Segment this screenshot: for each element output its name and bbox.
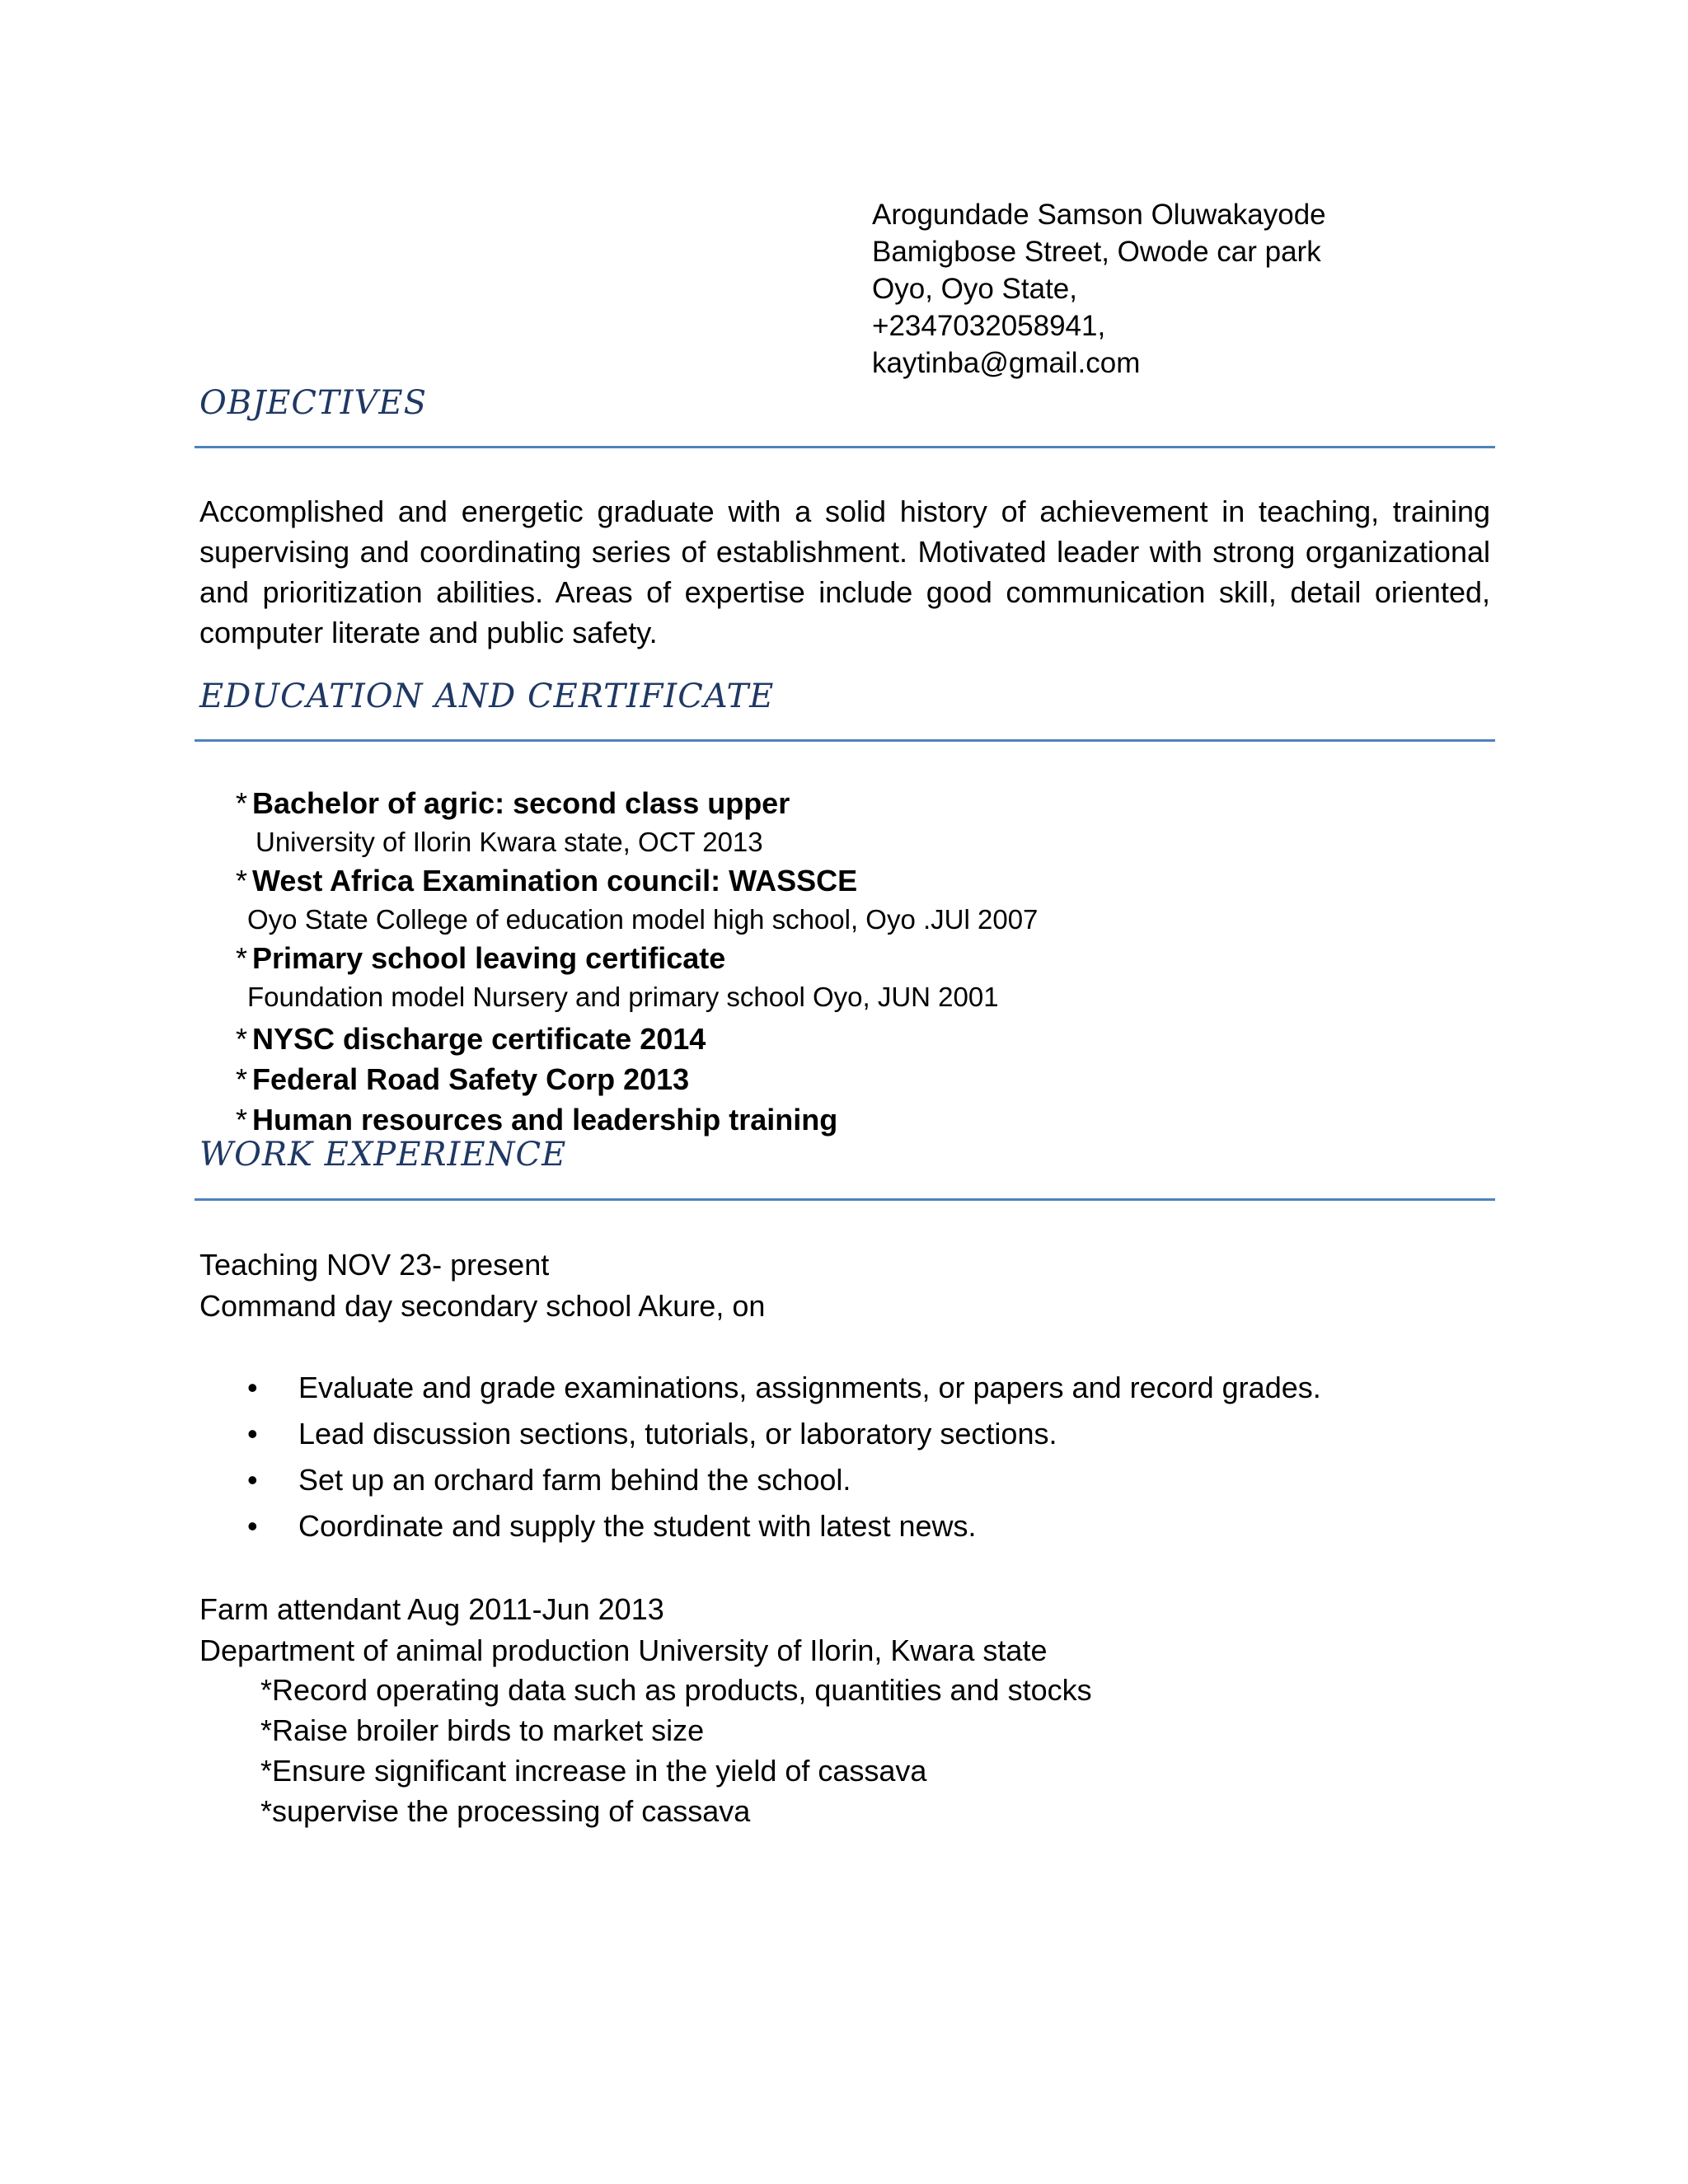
education-detail: Oyo State College of education model high school, Oyo .JUl 2007 [247,904,1039,935]
job-header [199,1244,1485,1327]
education-item [236,785,1472,862]
list-item [247,1503,1321,1549]
education-title: West Africa Examination council: WASSCE [252,864,858,898]
job-duties-list [260,1670,1092,1831]
list-star: * [236,941,248,975]
list-item [247,1411,1321,1457]
job-place: Department of animal production University of Ilorin, Kwara state [199,1633,1048,1667]
contact-name: Arogundade Samson Oluwakayode [872,199,1326,231]
education-item [236,862,1472,940]
list-star: * [236,786,248,820]
contact-city: Oyo, Oyo State, [872,273,1077,305]
bullet-icon: • [247,1417,258,1451]
contact-phone: +2347032058941, [872,310,1106,342]
education-item [236,940,1472,1017]
job-title: Farm attendant Aug 2011-Jun 2013 [199,1592,664,1626]
job-duties-list [247,1365,1321,1549]
list-star: * [236,1022,248,1056]
contact-street: Bamigbose Street, Owode car park [872,236,1321,268]
job-title: Teaching NOV 23- present [199,1248,550,1282]
list-item: *Raise broiler birds to market size [260,1713,705,1747]
job-place: Command day secondary school Akure, on [199,1289,766,1323]
education-list [236,785,1472,1140]
education-detail: University of Ilorin Kwara state, OCT 2013 [256,827,763,857]
education-item [236,1099,1472,1140]
education-heading: EDUCATION AND CERTIFICATE [199,677,775,715]
education-title: Primary school leaving certificate [252,941,726,975]
contact-email: kaytinba@gmail.com [872,347,1141,379]
list-star: * [236,1103,248,1137]
objectives-divider [195,446,1495,448]
list-item: *Record operating data such as products, quantities and stocks [260,1673,1092,1707]
education-item [236,1019,1472,1059]
duty-text: Coordinate and supply the student with latest news. [298,1509,977,1543]
list-star: * [236,1062,248,1096]
education-divider [195,739,1495,742]
education-title: Human resources and leadership training [252,1103,838,1137]
list-item [247,1457,1321,1503]
list-item: *supervise the processing of cassava [260,1794,751,1828]
work-divider [195,1198,1495,1201]
bullet-icon: • [247,1371,258,1404]
objectives-heading: OBJECTIVES [199,384,427,422]
education-title: NYSC discharge certificate 2014 [252,1022,706,1056]
list-item: *Ensure significant increase in the yield of cassava [260,1754,927,1788]
education-item [236,1059,1472,1099]
list-star: * [236,864,248,898]
education-title: Bachelor of agric: second class upper [252,786,790,820]
education-detail: Foundation model Nursery and primary school Oyo, JUN 2001 [247,982,999,1012]
duty-text: Lead discussion sections, tutorials, or laboratory sections. [298,1417,1057,1451]
duty-text: Set up an orchard farm behind the school. [298,1463,851,1497]
job-header [199,1589,1485,1671]
objectives-text: Accomplished and energetic graduate with a solid history of achievement in teaching, training supervising and coordinating series of establishment. Motivated leader with strong organizational and prioritization abilities. Areas of expertise include good communication skill, detail oriented, computer literate and public safety. [199,494,1490,649]
work-heading: WORK EXPERIENCE [199,1136,567,1174]
contact-block [872,196,1326,382]
bullet-icon: • [247,1509,258,1543]
bullet-icon: • [247,1463,258,1497]
duty-text: Evaluate and grade examinations, assignments, or papers and record grades. [298,1371,1321,1404]
list-item [247,1365,1321,1411]
education-title: Federal Road Safety Corp 2013 [252,1062,690,1096]
